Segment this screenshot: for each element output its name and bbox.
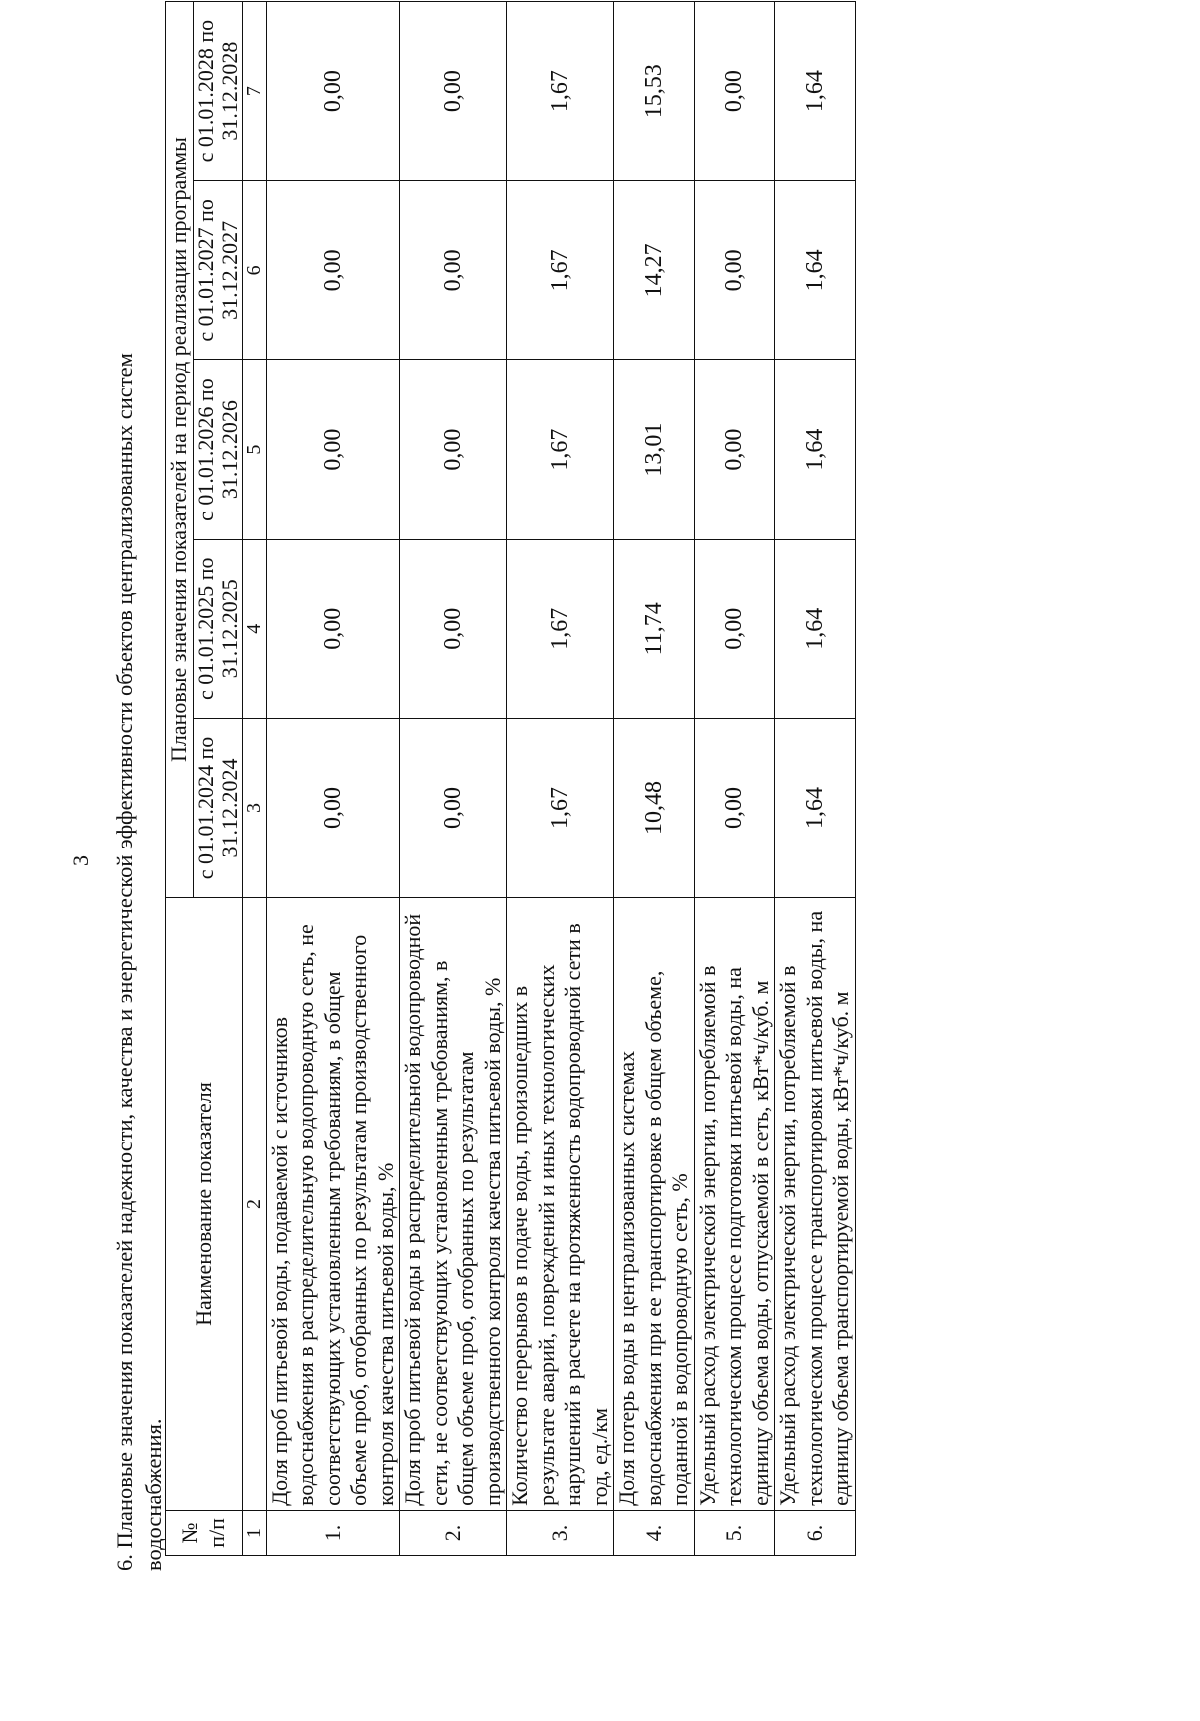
table-row: [507, 2, 614, 1556]
row-number: 1.: [266, 1510, 400, 1555]
section-heading-line-2: водоснабжения.: [141, 1418, 166, 1571]
header-period: с 01.01.2028 по 31.12.2028: [193, 2, 242, 181]
table-row: [775, 2, 856, 1556]
value-cell: 0,00: [266, 2, 400, 181]
row-number: 6.: [775, 1510, 856, 1555]
table-row: [400, 2, 507, 1556]
table-row: [694, 2, 775, 1556]
indicators-table: [165, 1, 856, 1556]
value-cell: 1,67: [507, 539, 614, 718]
column-index: 2: [242, 898, 266, 1511]
indicator-name: Доля проб питьевой воды, подаваемой с источников водоснабжения в распределительную водопроводную сеть, не соответствующих установленным требованиям, в общем объеме проб, отобранных по результатам производственного контроля качества питьевой воды, %: [266, 898, 400, 1511]
value-cell: 0,00: [266, 718, 400, 897]
header-period: с 01.01.2026 по 31.12.2026: [193, 360, 242, 539]
value-cell: 1,64: [775, 718, 856, 897]
row-number: 3.: [507, 1510, 614, 1555]
value-cell: 1,67: [507, 181, 614, 360]
value-cell: 1,64: [775, 539, 856, 718]
value-cell: 0,00: [400, 181, 507, 360]
indicator-name: Удельный расход электрической энергии, потребляемой в технологическом процессе транспортировки питьевой воды, на единицу объема транспортируемой воды, кВт*ч/куб. м: [775, 898, 856, 1511]
column-index: 4: [242, 539, 266, 718]
header-period: с 01.01.2025 по 31.12.2025: [193, 539, 242, 718]
value-cell: 0,00: [400, 2, 507, 181]
section-heading: [110, 0, 168, 1571]
indicator-name: Удельный расход электрической энергии, потребляемой в технологическом процессе подготовки питьевой воды, на единицу объема воды, отпускаемой в сеть, кВт*ч/куб. м: [694, 898, 775, 1511]
row-number: 2.: [400, 1510, 507, 1555]
value-cell: 1,64: [775, 360, 856, 539]
value-cell: 1,64: [775, 181, 856, 360]
column-index: 5: [242, 360, 266, 539]
value-cell: 0,00: [694, 2, 775, 181]
value-cell: 10,48: [614, 718, 695, 897]
indicator-name: Доля проб питьевой воды в распределительной водопроводной сети, не соответствующих установленным требованиям, в общем объеме проб, отобранных по результатам производственного контроля качества питьевой воды, %: [400, 898, 507, 1511]
table-row: [614, 2, 695, 1556]
value-cell: 1,64: [775, 2, 856, 181]
table-index-row: [242, 2, 266, 1556]
value-cell: 14,27: [614, 181, 695, 360]
value-cell: 0,00: [694, 539, 775, 718]
row-number: 4.: [614, 1510, 695, 1555]
column-index: 6: [242, 181, 266, 360]
value-cell: 0,00: [694, 181, 775, 360]
header-name: Наименование показателя: [166, 898, 243, 1511]
header-period: с 01.01.2027 по 31.12.2027: [193, 181, 242, 360]
value-cell: 1,67: [507, 360, 614, 539]
value-cell: 1,67: [507, 718, 614, 897]
value-cell: 0,00: [266, 181, 400, 360]
header-num: № п/п: [166, 1510, 243, 1555]
column-index: 7: [242, 2, 266, 181]
value-cell: 0,00: [694, 718, 775, 897]
header-group: Плановые значения показателей на период реализации программы: [166, 2, 194, 898]
header-period: с 01.01.2024 по 31.12.2024: [193, 718, 242, 897]
row-number: 5.: [694, 1510, 775, 1555]
column-index: 1: [242, 1510, 266, 1555]
value-cell: 0,00: [266, 360, 400, 539]
indicator-name: Доля потерь воды в централизованных системах водоснабжения при ее транспортировке в общем объеме, поданной в водопроводную сеть, %: [614, 898, 695, 1511]
value-cell: 0,00: [266, 539, 400, 718]
value-cell: 0,00: [694, 360, 775, 539]
value-cell: 0,00: [400, 718, 507, 897]
value-cell: 15,53: [614, 2, 695, 181]
indicator-name: Количество перерывов в подаче воды, произошедших в результате аварий, повреждений и иных технологических нарушений в расчете на протяженность водопроводной сети в год, ед./км: [507, 898, 614, 1511]
value-cell: 13,01: [614, 360, 695, 539]
page-number: 3: [68, 855, 93, 866]
section-heading-line-1: 6. Плановые значения показателей надежности, качества и энергетической эффективности объектов централизованных систем: [112, 353, 137, 1571]
value-cell: 0,00: [400, 360, 507, 539]
value-cell: 0,00: [400, 539, 507, 718]
column-index: 3: [242, 718, 266, 897]
table-header-row: [166, 2, 194, 1556]
table-row: [266, 2, 400, 1556]
value-cell: 1,67: [507, 2, 614, 181]
value-cell: 11,74: [614, 539, 695, 718]
